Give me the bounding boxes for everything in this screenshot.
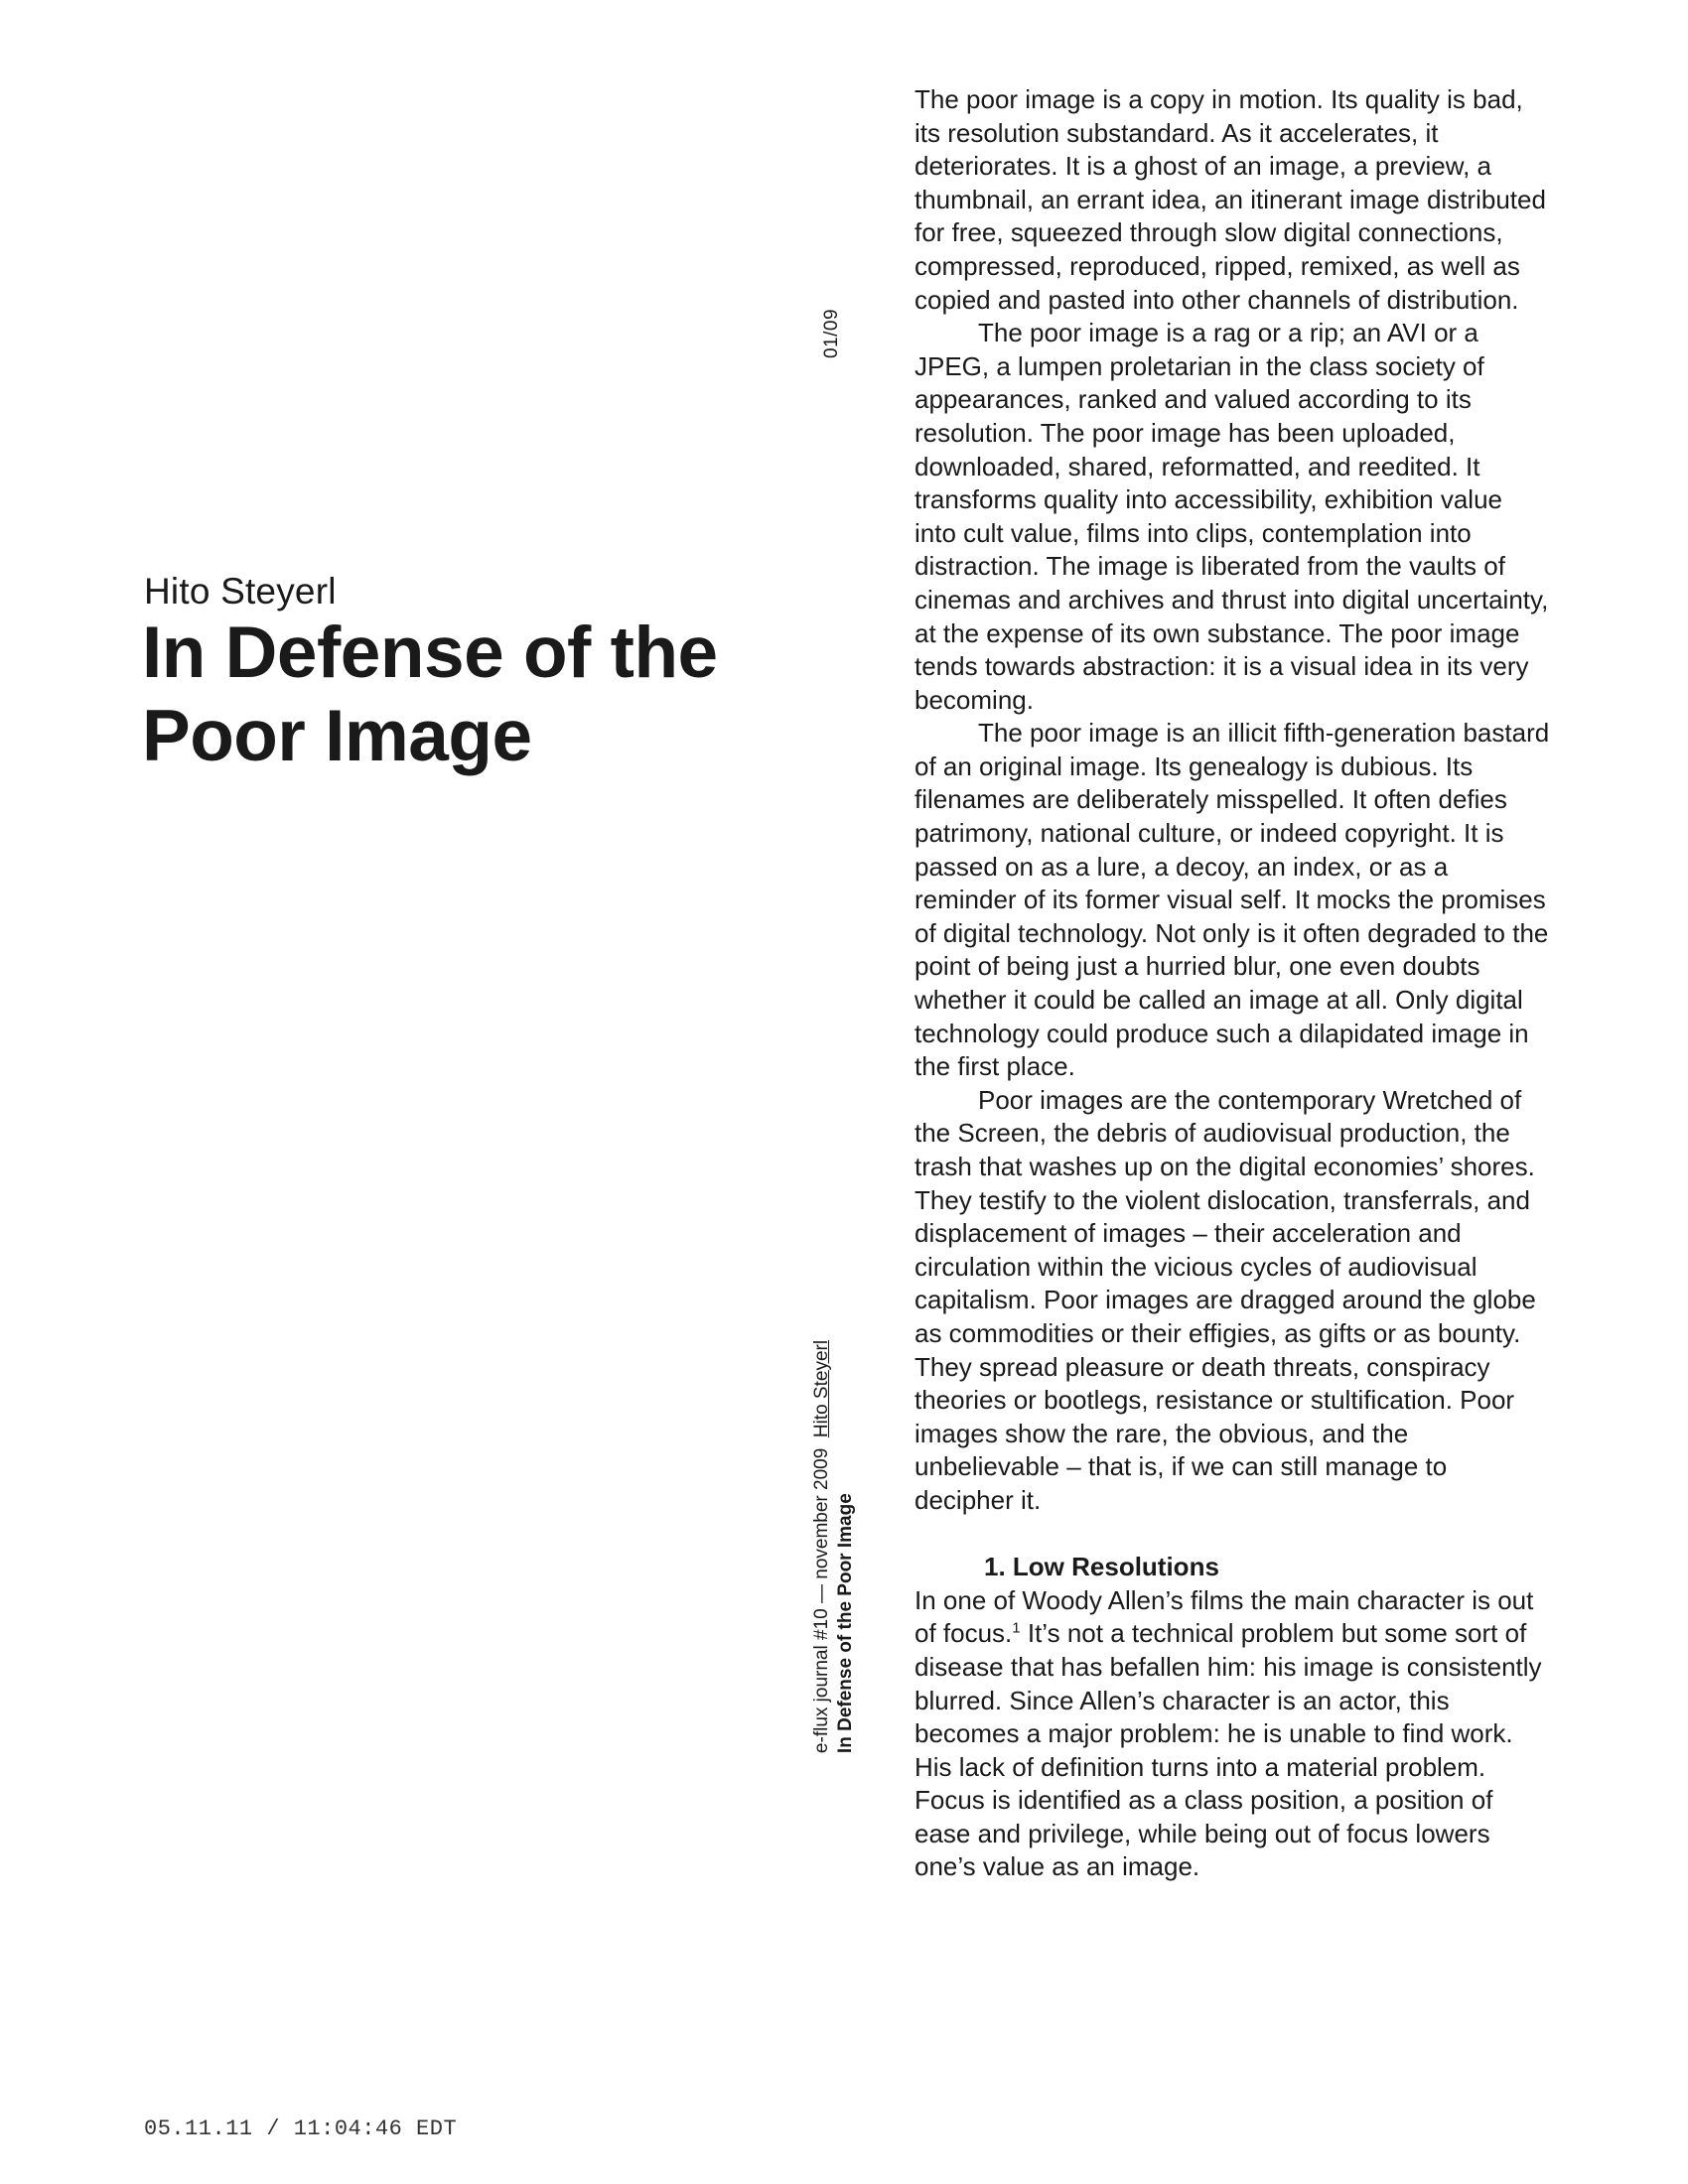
paragraph-5-start: In one of Woody Allen’s films the main character is out of focus. xyxy=(914,1584,1534,1649)
article-title: In Defense of the Poor Image xyxy=(142,613,718,776)
journal-line xyxy=(810,1340,834,1753)
section-heading: 1. Low Resolutions xyxy=(984,1552,1219,1582)
side-article-title: In Defense of the Poor Image xyxy=(835,1493,856,1754)
journal-issue: e-flux journal #10 — november 2009 xyxy=(811,1447,832,1754)
body-text xyxy=(914,83,1550,1884)
paragraph-5 xyxy=(914,1584,1550,1884)
author-name: Hito Steyerl xyxy=(144,571,337,612)
footnote-ref[interactable]: 1 xyxy=(1012,1619,1021,1637)
timestamp: 05.11.11 / 11:04:46 EDT xyxy=(144,2116,458,2141)
paragraph-2: The poor image is a rag or a rip; an AVI or a JPEG, a lumpen proletarian in the class society of appearances, ranked and valued according to its resolution. The poor image has been uploaded, downloaded, shared, reformatted, and reedited. It transforms quality into accessibility, exhibition value into cult value, films into clips, contemplation into distraction. The image is liberated from the vaults of cinemas and archives and thrust into digital uncertainty, at the expense of its own substance. The poor image tends towards abstraction: it is a visual idea in its very becoming. xyxy=(914,318,1549,715)
paragraph-3: The poor image is an illicit fifth-generation bastard of an original image. Its genealogy is dubious. Its filenames are deliberately misspelled. It often defies patrimony, national culture, or indeed copyright. It is passed on as a lure, a decoy, an index, or as a reminder of its former visual self. It mocks the promises of digital technology. Not only is it often degraded to the point of being just a hurried blur, one even doubts whether it could be called an image at all. Only digital technology could produce such a dilapidated image in the first place. xyxy=(914,718,1550,1082)
side-meta xyxy=(810,1340,858,1753)
page-number: 01/09 xyxy=(821,308,842,359)
paragraph-1: The poor image is a copy in motion. Its quality is bad, its resolution substandard. As it accelerates, it deteriorates. It is a ghost of an image, a preview, a thumbnail, an errant idea, an itinerant image distributed for free, squeezed through slow digital connections, compressed, reproduced, ripped, remixed, as well as copied and pasted into other channels of distribution. xyxy=(914,84,1546,315)
paragraph-4: Poor images are the contemporary Wretched of the Screen, the debris of audiovisual production, the trash that washes up on the digital economies’ shores. They testify to the violent dislocation, transferrals, and displacement of images – their acceleration and circulation within the vicious cycles of audiovisual capitalism. Poor images are dragged around the globe as commodities or their effigies, as gifts or as bounty. They spread pleasure or death threats, conspiracy theories or bootlegs, resistance or stultification. Poor images show the rare, the obvious, and the unbelievable – that is, if we can still manage to decipher it. xyxy=(914,1084,1536,1515)
paragraph-5-rest: It’s not a technical problem but some sort of disease that has befallen him: his image is consistently blurred. Since Allen’s character is an actor, this becomes a major problem: he is unable to find work. His lack of definition turns into a material problem. Focus is identified as a class position, a position of ease and privilege, while being out of focus lowers one’s value as an image. xyxy=(914,1618,1542,1882)
author-link[interactable]: Hito Steyerl xyxy=(811,1339,832,1438)
